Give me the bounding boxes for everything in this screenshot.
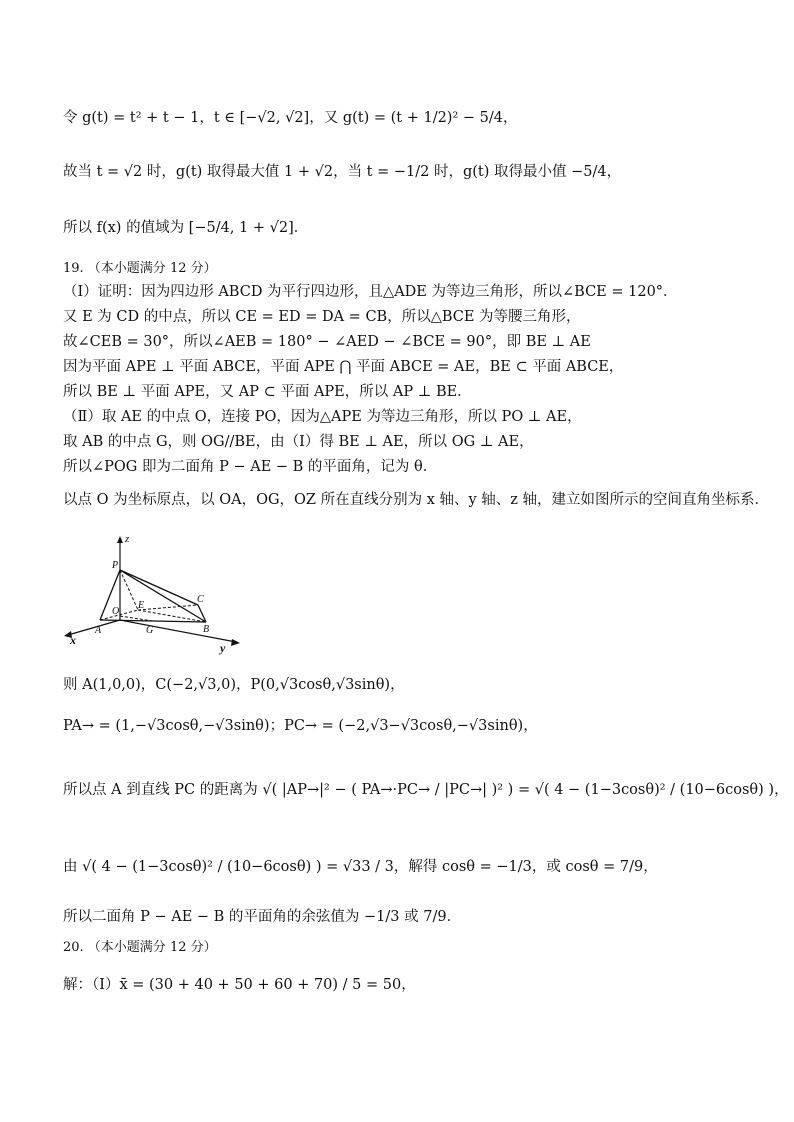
label-y: y xyxy=(220,641,226,655)
edge-EC xyxy=(138,605,198,610)
text-line-19-4: 因为平面 APE ⊥ 平面 ABCE，平面 APE ⋂ 平面 ABCE = AE，BE ⊂ 平面 ABCE， xyxy=(63,359,624,375)
text-line-19-7: 取 AB 的中点 G，则 OG//BE，由（Ⅰ）得 BE ⊥ AE，所以 OG ⊥ AE， xyxy=(63,434,534,450)
text-line-solve-cos: 由 √( 4 − (1−3cosθ)² / (10−6cosθ) ) = √33 / 3，解得 cosθ = −1/3，或 cosθ = 7/9， xyxy=(63,859,658,875)
label-x: x xyxy=(70,633,76,647)
y-axis-arrow xyxy=(231,639,240,646)
text-line-19-2: 又 E 为 CD 的中点，所以 CE = ED = DA = CB，所以△BCE 为等腰三角形， xyxy=(63,309,581,325)
text-line-cosine-result: 所以二面角 P − AE − B 的平面角的余弦值为 −1/3 或 7/9． xyxy=(63,909,462,925)
label-z: z xyxy=(125,533,130,545)
problem-20-heading: 20. （本小题满分 12 分） xyxy=(63,940,217,955)
label-C: C xyxy=(197,594,204,605)
coordinate-figure xyxy=(58,530,248,655)
text-line-20-1: 解：（Ⅰ）x̄ = (30 + 40 + 50 + 60 + 70) / 5 = 50， xyxy=(63,977,416,993)
label-O: O xyxy=(112,606,120,617)
text-line-distance: 所以点 A 到直线 PC 的距离为 √( |AP→|² − ( PA→·PC→ / |PC→| )² ) = √( 4 − (1−3cosθ)² / (10−6cosθ) )， xyxy=(63,782,789,798)
label-G: G xyxy=(146,625,154,636)
text-line-19-3: 故∠CEB = 30°，所以∠AEB = 180° − ∠AED − ∠BCE = 90°，即 BE ⊥ AE xyxy=(63,334,591,350)
text-line-g-definition: 令 g(t) = t² + t − 1，t ∈ [−√2, √2]，又 g(t) = (t + 1/2)² − 5/4， xyxy=(63,110,518,126)
text-line-19-5: 所以 BE ⊥ 平面 APE，又 AP ⊂ 平面 APE，所以 AP ⊥ BE． xyxy=(63,384,472,400)
text-line-19-1: （Ⅰ）证明：因为四边形 ABCD 为平行四边形，且△ADE 为等边三角形，所以∠BCE = 120°． xyxy=(63,284,678,300)
text-line-19-8: 所以∠POG 即为二面角 P − AE − B 的平面角，记为 θ． xyxy=(63,459,438,475)
text-line-coordinates: 则 A(1,0,0)，C(−2,√3,0)，P(0,√3cosθ,√3sinθ)， xyxy=(63,677,405,693)
label-E: E xyxy=(138,600,145,611)
text-line-19-9: 以点 O 为坐标原点，以 OA，OG，OZ 所在直线分别为 x 轴、y 轴、z 轴，建立如图所示的空间直角坐标系． xyxy=(63,492,770,508)
text-line-f-range: 所以 f(x) 的值域为 [−5/4, 1 + √2]． xyxy=(63,220,309,236)
problem-19-heading: 19. （本小题满分 12 分） xyxy=(63,261,217,276)
text-line-vectors: PA→ = (1,−√3cosθ,−√3sinθ)；PC→ = (−2,√3−√3cosθ,−√3sinθ)， xyxy=(63,718,538,734)
text-line-19-6: （Ⅱ）取 AE 的中点 O，连接 PO，因为△APE 为等边三角形，所以 PO ⊥ AE， xyxy=(63,409,582,425)
y-axis xyxy=(120,620,236,642)
z-axis-arrow xyxy=(117,536,123,543)
edge-PC xyxy=(120,570,198,605)
label-A: A xyxy=(95,625,102,636)
text-line-g-extrema: 故当 t = √2 时，g(t) 取得最大值 1 + √2，当 t = −1/2 时，g(t) 取得最小值 −5/4， xyxy=(63,164,622,180)
label-B: B xyxy=(203,624,210,635)
label-P: P xyxy=(112,560,119,571)
